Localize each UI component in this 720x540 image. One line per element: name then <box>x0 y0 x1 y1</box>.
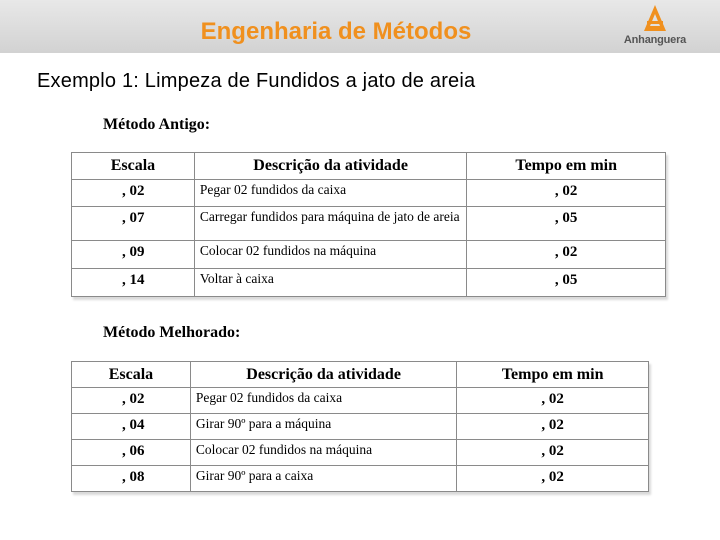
old-method-label: Método Antigo: <box>103 116 211 133</box>
description-cell: Colocar 02 fundidos na máquina <box>194 241 467 269</box>
table-row <box>72 269 666 297</box>
table-row <box>72 241 666 269</box>
table-header-row <box>72 362 649 388</box>
scale-cell: , 06 <box>72 440 191 466</box>
time-cell: , 02 <box>457 388 649 414</box>
scale-cell: , 02 <box>72 180 195 207</box>
time-cell: , 02 <box>457 440 649 466</box>
table-row <box>72 180 666 207</box>
scale-cell: , 09 <box>72 241 195 269</box>
slide-title: Engenharia de Métodos <box>200 18 472 45</box>
column-header-description: Descrição da atividade <box>194 153 467 180</box>
description-cell: Voltar à caixa <box>194 269 467 297</box>
description-cell: Pegar 02 fundidos da caixa <box>190 388 456 414</box>
table-header-row <box>72 153 666 180</box>
time-cell: , 02 <box>467 180 666 207</box>
description-cell: Colocar 02 fundidos na máquina <box>190 440 456 466</box>
description-cell: Pegar 02 fundidos da caixa <box>194 180 467 207</box>
anhanguera-logo <box>620 5 690 49</box>
scale-cell: , 07 <box>72 207 195 241</box>
column-header-description: Descrição da atividade <box>190 362 456 388</box>
description-cell: Girar 90º para a máquina <box>190 414 456 440</box>
column-header-scale: Escala <box>72 153 195 180</box>
logo-triangle-icon <box>644 5 666 31</box>
scale-cell: , 04 <box>72 414 191 440</box>
time-cell: , 02 <box>457 466 649 492</box>
old-method-table <box>71 152 666 297</box>
table-row <box>72 440 649 466</box>
time-cell: , 05 <box>467 207 666 241</box>
logo-text: Anhanguera <box>623 34 687 46</box>
time-cell: , 05 <box>467 269 666 297</box>
time-cell: , 02 <box>467 241 666 269</box>
table-row <box>72 414 649 440</box>
new-method-table <box>71 361 649 492</box>
table-row <box>72 207 666 241</box>
scale-cell: , 08 <box>72 466 191 492</box>
table-row <box>72 388 649 414</box>
subtitle: Exemplo 1: Limpeza de Fundidos a jato de areia <box>37 70 476 92</box>
time-cell: , 02 <box>457 414 649 440</box>
column-header-time: Tempo em min <box>467 153 666 180</box>
scale-cell: , 02 <box>72 388 191 414</box>
new-method-label: Método Melhorado: <box>103 324 241 341</box>
column-header-time: Tempo em min <box>457 362 649 388</box>
column-header-scale: Escala <box>72 362 191 388</box>
scale-cell: , 14 <box>72 269 195 297</box>
description-cell: Girar 90º para a caixa <box>190 466 456 492</box>
description-cell: Carregar fundidos para máquina de jato de areia <box>194 207 467 241</box>
table-row <box>72 466 649 492</box>
